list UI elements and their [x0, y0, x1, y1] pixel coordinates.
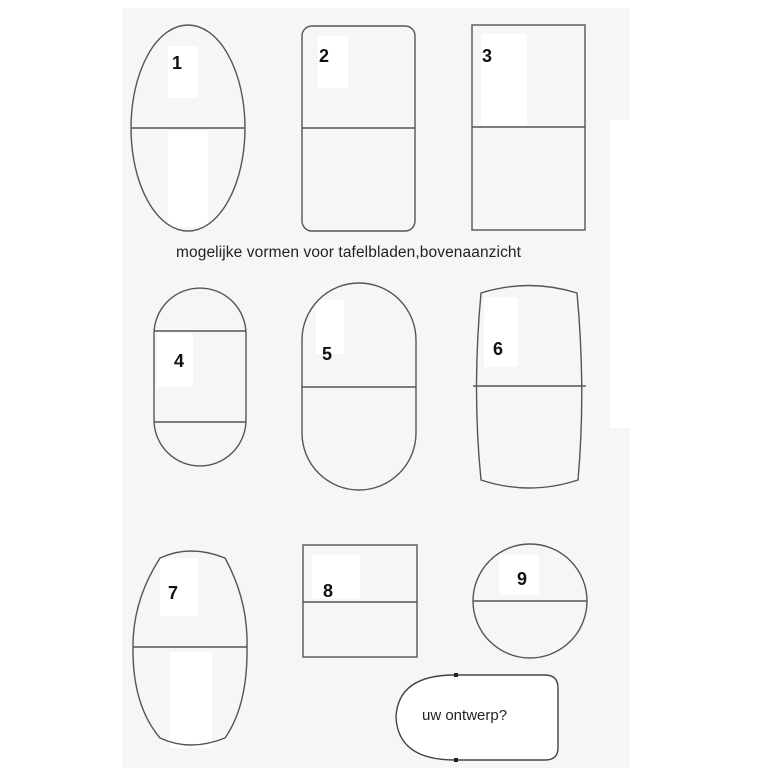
shape-1-ellipse — [131, 25, 245, 231]
shape-number: 9 — [517, 569, 528, 589]
shape-number: 2 — [319, 46, 330, 66]
shape-number: 1 — [172, 53, 183, 73]
shape-6-barrel — [473, 286, 586, 489]
custom-design-label: uw ontwerp? — [422, 707, 508, 724]
shape-number: 7 — [168, 583, 179, 603]
shape-number: 4 — [174, 351, 185, 371]
shape-9-circle — [473, 544, 587, 658]
shape-number: 8 — [323, 581, 334, 601]
shape-8-square — [303, 545, 417, 657]
diagram-caption: mogelijke vormen voor tafelbladen,bovenaanzicht — [176, 244, 522, 261]
shape-number: 3 — [482, 46, 493, 66]
shape-5-stadium — [302, 283, 416, 490]
shape-number: 5 — [322, 344, 333, 364]
shape-7-barrel-oval — [133, 551, 247, 748]
shape-3-rectangle — [472, 25, 585, 230]
shape-number: 6 — [493, 339, 504, 359]
shape-4-stadium — [154, 288, 246, 466]
shape-2-rounded-rectangle — [302, 26, 415, 231]
